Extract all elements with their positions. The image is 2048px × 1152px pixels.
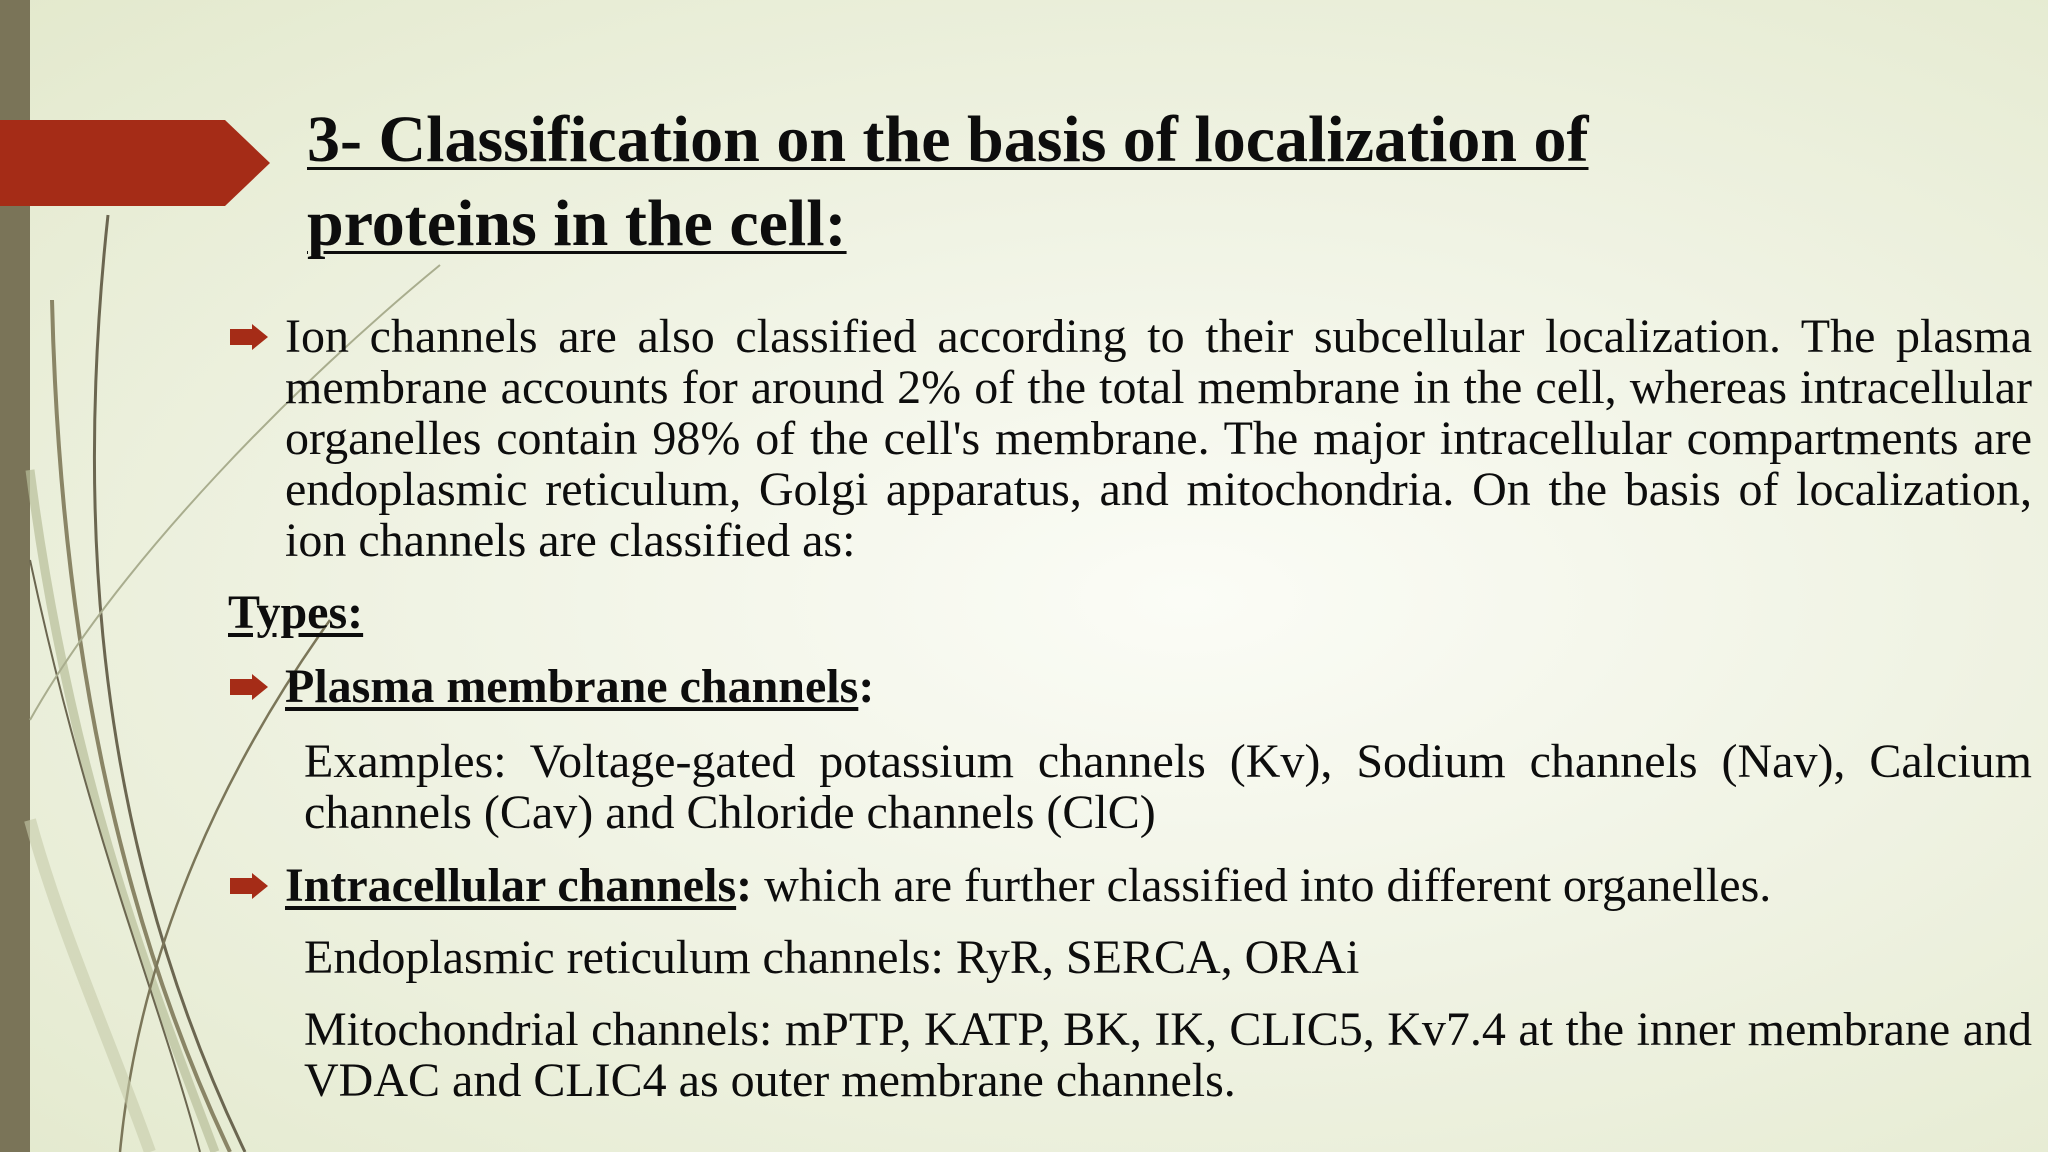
mitochondrial-channels-line: Mitochondrial channels: mPTP, KATP, BK, IK, CLIC5, Kv7.4 at the inner membrane and VDAC and CLIC4 as outer membrane channels. <box>304 1003 2032 1107</box>
arrow-bullet-icon <box>230 674 268 700</box>
slide-title-line-1: 3- Classification on the basis of localization of <box>307 103 1589 176</box>
intro-paragraph: Ion channels are also classified according to their subcellular localization. The plasma membrane accounts for around 2% of the total membrane in the cell, whereas intracellular organelles contain 98% of the cell's membrane. The major intracellular compartments are endoplasmic reticulum, Golgi apparatus, and mitochondria. On the basis of localization, ion channels are classified as: <box>285 310 2032 567</box>
slide-title-line-2: proteins in the cell: <box>307 187 847 260</box>
arrow-bullet-icon <box>230 324 268 350</box>
plasma-membrane-heading-colon: : <box>858 660 875 713</box>
arrow-bullet-icon <box>230 873 268 899</box>
types-label: Types: <box>228 586 364 639</box>
er-channels-line: Endoplasmic reticulum channels: RyR, SERCA, ORAi <box>304 931 1360 984</box>
intracellular-heading-colon: : <box>736 859 753 912</box>
intracellular-heading <box>285 860 1771 911</box>
slide-title <box>307 98 2007 266</box>
plasma-membrane-examples: Examples: Voltage-gated potassium channels (Kv), Sodium channels (Nav), Calcium channels (Cav) and Chloride channels (ClC) <box>304 735 2032 839</box>
intracellular-heading-text: Intracellular channels <box>285 859 737 912</box>
plasma-membrane-heading-text: Plasma membrane channels <box>285 660 859 713</box>
intracellular-heading-description: which are further classified into different organelles. <box>752 859 1772 912</box>
plasma-membrane-heading <box>285 661 874 712</box>
title-arrow-shape <box>0 120 270 206</box>
